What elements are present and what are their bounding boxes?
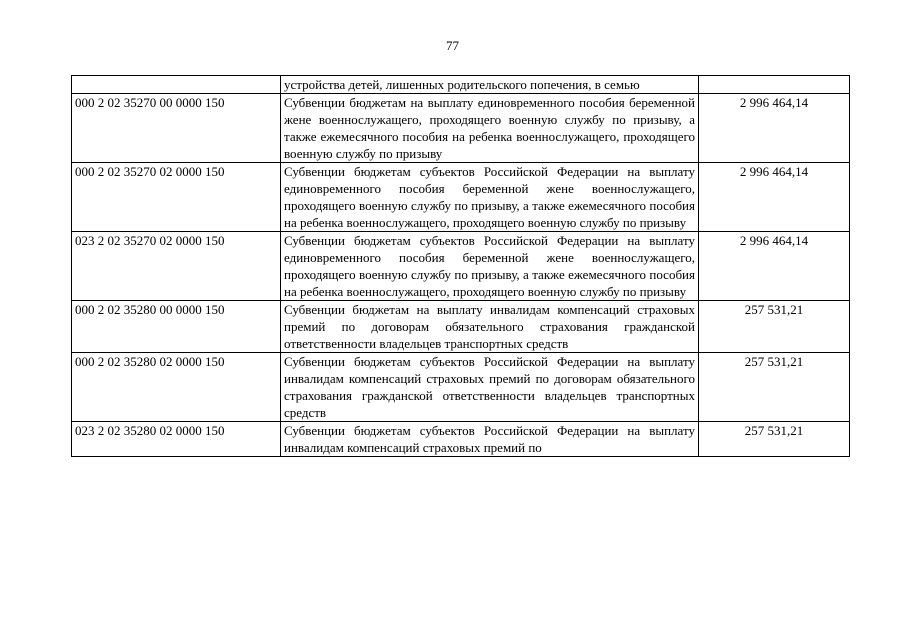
table-row (72, 301, 850, 353)
amount-cell: 2 996 464,14 (699, 163, 850, 232)
page-number: 77 (446, 38, 459, 53)
code-cell: 000 2 02 35270 02 0000 150 (72, 163, 281, 232)
amount-cell (699, 76, 850, 94)
budget-table (71, 75, 850, 457)
amount-cell: 257 531,21 (699, 353, 850, 422)
table-row (72, 163, 850, 232)
name-cell: Субвенции бюджетам субъектов Российской Федерации на выплату инвалидам компенсаций страховых премий по договорам обязательного страхования гражданской ответственности владельцев транспортных средств (281, 353, 699, 422)
code-cell (72, 76, 281, 94)
name-cell: Субвенции бюджетам на выплату единовременного пособия беременной жене военнослужащего, проходящего военную службу по призыву, а также ежемесячного пособия на ребенка военнослужащего, проходящего военную службу по призыву (281, 94, 699, 163)
table-row (72, 232, 850, 301)
code-cell: 000 2 02 35280 00 0000 150 (72, 301, 281, 353)
name-cell: устройства детей, лишенных родительского попечения, в семью (281, 76, 699, 94)
amount-cell: 257 531,21 (699, 301, 850, 353)
table-row (72, 76, 850, 94)
table-row (72, 422, 850, 457)
amount-cell: 2 996 464,14 (699, 94, 850, 163)
code-cell: 000 2 02 35270 00 0000 150 (72, 94, 281, 163)
name-cell (281, 422, 699, 457)
amount-cell: 2 996 464,14 (699, 232, 850, 301)
name-cell: Субвенции бюджетам субъектов Российской Федерации на выплату единовременного пособия беременной жене военнослужащего, проходящего военную службу по призыву, а также ежемесячного пособия на ребенка военнослужащего, проходящего военную службу по призыву (281, 232, 699, 301)
table-row (72, 94, 850, 163)
name-cell: Субвенции бюджетам на выплату инвалидам компенсаций страховых премий по договорам обязательного страхования гражданской ответственности владельцев транспортных средств (281, 301, 699, 353)
name-cell: Субвенции бюджетам субъектов Российской Федерации на выплату единовременного пособия беременной жене военнослужащего, проходящего военную службу по призыву, а также ежемесячного пособия на ребенка военнослужащего, проходящего военную службу по призыву (281, 163, 699, 232)
table-row (72, 353, 850, 422)
name-cell-text: Субвенции бюджетам субъектов Российской Федерации на выплату инвалидам компенсаций страховых премий по (284, 423, 695, 455)
amount-cell: 257 531,21 (699, 422, 850, 457)
code-cell: 023 2 02 35270 02 0000 150 (72, 232, 281, 301)
code-cell: 023 2 02 35280 02 0000 150 (72, 422, 281, 457)
code-cell: 000 2 02 35280 02 0000 150 (72, 353, 281, 422)
